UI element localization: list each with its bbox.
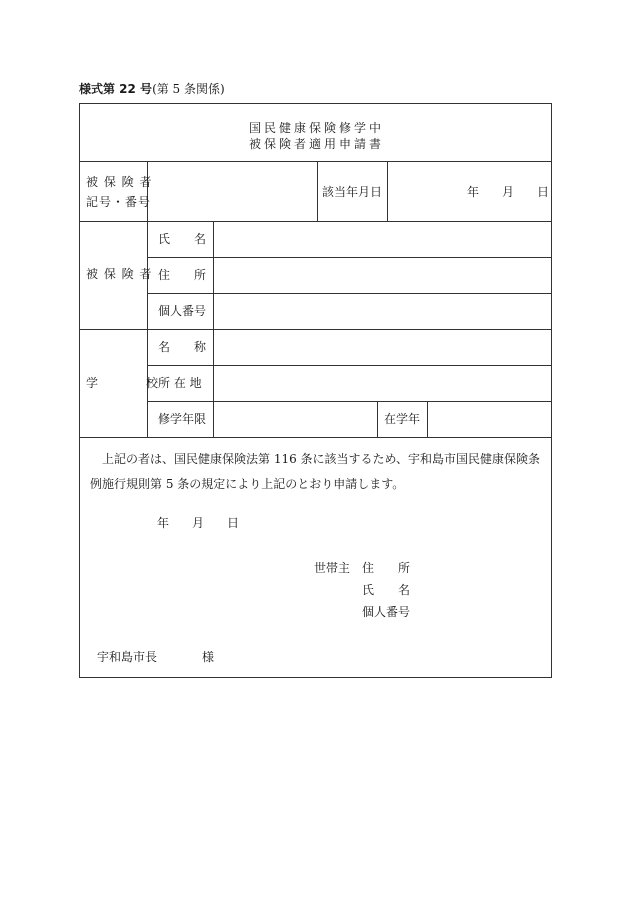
row-divider [80, 437, 551, 438]
declaration-text: 上記の者は、国民健康保険法第 116 条に該当するため、宇和島市国民健康保険条例施行規則第 5 条の規定により上記のとおり申請します。 [90, 452, 541, 491]
insured-my-number-label: 個人番号 [158, 304, 207, 318]
insured-address-field[interactable] [214, 258, 551, 293]
study-years-field[interactable] [214, 402, 377, 437]
insured-number-field[interactable] [148, 162, 317, 221]
applicable-date-day: 日 [537, 185, 550, 199]
householder-address-label: 住 所 [362, 561, 411, 575]
addressee-honorific: 様 [202, 650, 215, 664]
grade-field[interactable] [428, 402, 551, 437]
declaration-date-year: 年 [157, 516, 170, 530]
householder-label: 世帯主 [314, 561, 351, 575]
insured-address-label: 住 所 [158, 268, 207, 282]
applicable-date-month: 月 [502, 185, 515, 199]
school-name-label: 名 称 [158, 340, 207, 354]
householder-name-label: 氏 名 [362, 583, 411, 597]
application-form [79, 103, 552, 678]
insured-name-field[interactable] [214, 222, 551, 257]
form-number [79, 80, 225, 97]
insured-my-number-field[interactable] [214, 294, 551, 329]
school-location-label: 所 在 地 [158, 376, 202, 390]
form-number-relation: (第 5 条関係) [152, 82, 225, 96]
insured-number-label-line2: 記号・番号 [86, 195, 152, 209]
form-title-line1: 国民健康保険修学中 [248, 121, 384, 135]
applicable-date-label: 該当年月日 [322, 185, 383, 199]
form-title-line2: 被保険者適用申請書 [248, 137, 384, 151]
school-section-label: 学 校 [86, 376, 159, 390]
school-location-field[interactable] [214, 366, 551, 401]
school-name-field[interactable] [214, 330, 551, 365]
addressee: 宇和島市長 [97, 650, 158, 664]
applicable-date-year: 年 [467, 185, 480, 199]
column-divider [317, 161, 318, 221]
grade-label: 在学年 [384, 412, 421, 426]
declaration-date-month: 月 [192, 516, 205, 530]
column-divider [147, 221, 148, 437]
column-divider [377, 401, 378, 437]
insured-name-label: 氏 名 [158, 232, 207, 246]
insured-number-label-line1: 被 保 険 者 [86, 175, 153, 189]
declaration-date-day: 日 [227, 516, 240, 530]
study-years-label: 修学年限 [158, 412, 207, 426]
insured-section-label: 被 保 険 者 [86, 267, 153, 281]
form-number-label: 様式第 22 号 [79, 82, 153, 96]
householder-my-number-label: 個人番号 [362, 605, 411, 619]
